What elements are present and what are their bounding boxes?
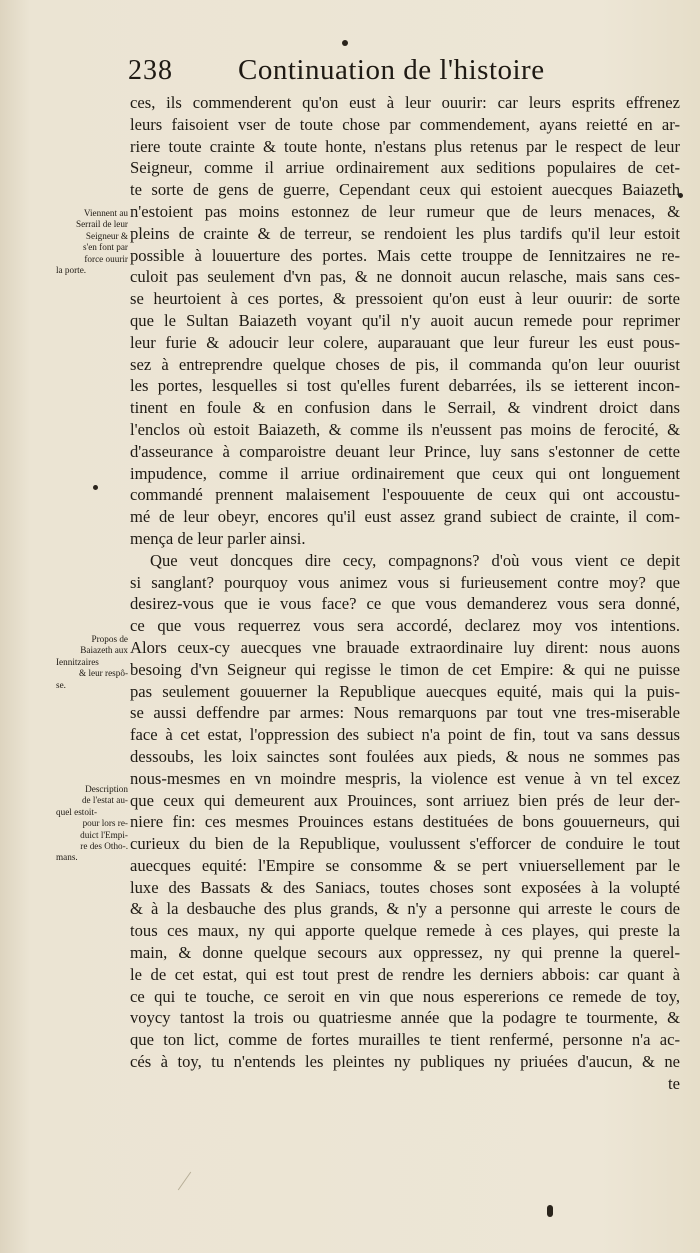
margin-note-3	[56, 784, 128, 864]
text-line: tous ces maux, ny qui apporte quelque remede à ces playes, qui preste la	[130, 921, 680, 941]
margin-note-line: quel estoit-	[56, 806, 98, 817]
text-line: que ton lict, comme de fortes murailles te tient renfermé, personne n'a ac-	[130, 1030, 680, 1050]
text-line: face à cet estat, l'oppression des subiect n'a point de fin, tout va sans dessus	[130, 725, 680, 745]
text-line: besoing d'vn Seigneur qui regisse le timon de cet Empire: & qui ne puisse	[130, 659, 680, 679]
text-line: d'asseurance à comparoistre deuant leur Prince, luy sans s'estonner de cette	[130, 441, 680, 461]
margin-note-2	[56, 634, 128, 691]
text-line: auecques equité: l'Empire se consomme & se pert vniuersellement par le	[130, 855, 680, 875]
text-line: pleins de crainte & de terreur, se rendoient les plus tardifs qu'il leur estoit	[130, 223, 680, 243]
text-line: impudence, comme il arriue ordinairement que ceux qui ont longuement	[130, 463, 680, 483]
margin-note-line: & leur respô-	[79, 668, 128, 679]
margin-note-line: pour lors re-	[82, 818, 128, 829]
text-line: le de cet estat, qui est tout prest de rendre les derniers abbois: car quant à	[130, 964, 680, 984]
text-line: niere fin: ces mesmes Prouinces estans destituées de bons gouuerneurs, qui	[130, 812, 680, 832]
text-line: tinent en foule & en confusion dans le Serrail, & vindrent droict dans	[130, 398, 680, 418]
text-line: se aussi deffendre par armes: Nous remarquons par tout vne tres-miserable	[130, 703, 680, 723]
text-line: l'enclos où estoit Baiazeth, & comme ils n'eussent pas moins de ferocité, &	[130, 419, 680, 439]
text-line: cés à toy, tu n'entends les pleintes ny publiques ny priuées d'aucun, & ne	[130, 1052, 680, 1072]
margin-note-line: s'en font par	[82, 242, 128, 253]
text-line: luxe des Bassats & des Saniacs, toutes choses sont exposées à la volupté	[130, 877, 680, 897]
text-line: Alors ceux-cy auecques vne brauade extraordinaire luy dirent: nous auons	[130, 637, 680, 657]
margin-note-line: la porte.	[56, 265, 87, 276]
text-line: commandé prennent malaisement l'espouuente de ceux qui ont accoustu-	[130, 485, 680, 505]
text-line: les portes, lesquelles si tost qu'elles furent debarrées, ils se ietterent incon-	[130, 376, 680, 396]
text-line: Que veut doncques dire cecy, compagnons? d'où vous vient ce depit	[150, 550, 680, 570]
text-line: possible à louuerture des portes. Mais cette trouppe de Iennitzaires ne re-	[130, 245, 680, 265]
margin-note-line: Seigneur &	[85, 230, 128, 241]
text-line: dessoubs, les loix sainctes sont foulées aux pieds, & nous ne sommes pas	[130, 746, 680, 766]
text-line: main, & donne quelque secours aux oppressez, ny qui prenne la querel-	[130, 943, 680, 963]
margin-note-line: Viennent au	[83, 208, 128, 218]
text-line: nous-mesmes en vn moindre mespris, la violence est venue à vn tel excez	[130, 768, 680, 788]
text-line: leur furie & adoucir leur colere, auparauant que leur fureur les eust pous-	[130, 332, 680, 352]
body-text	[130, 92, 680, 1095]
text-line: Seigneur, comme il arriue ordinairement aux seditions populaires de cet-	[130, 158, 680, 178]
ink-speck-top	[342, 40, 348, 46]
text-line: pas seulement gouuerner la Republique auecques equité, mais qui la puis-	[130, 681, 680, 701]
text-line: leurs faisoient vser de toute chose par commendement, ayans reietté en ar-	[130, 114, 680, 134]
margin-note-line: Baiazeth aux	[80, 645, 128, 656]
text-line: mença de leur parler ainsi.	[130, 528, 306, 548]
margin-note-line: Propos de	[91, 634, 128, 644]
text-line: sez à entreprendre quelque choses de pis, il commanda qu'on leur ouurist	[130, 354, 680, 374]
text-line: n'estoient pas moins estonnez de leur rumeur que de leurs menaces, &	[130, 201, 680, 221]
ink-speck-left	[93, 485, 98, 490]
text-line: & à la desbauche des plus grands, & n'y a personne qui arreste le cours de	[130, 899, 680, 919]
margin-note-line: mans.	[56, 852, 78, 863]
text-line: que ceux qui demeurent aux Prouinces, sont arriuez bien prés de leur der-	[130, 790, 680, 810]
margin-note-line: duict l'Empi-	[80, 829, 128, 840]
page-header	[128, 52, 548, 88]
page-number: 238	[128, 55, 173, 86]
text-line: desirez-vous que ie vous face? ce que vous demanderez vous sera donné,	[130, 594, 680, 614]
margin-note-line: force ouurir	[84, 253, 128, 264]
margin-note-line: re des Otho-.	[80, 841, 128, 852]
text-line: riere toute crainte & toute honte, n'estans plus retenus par le respect de leur	[130, 136, 680, 156]
text-line: ce qui te touche, ce seroit en vin que nous espererions ce remede de toy,	[130, 986, 680, 1006]
text-line: curieux du bien de la Republique, voulussent s'efforcer de conduire le tout	[130, 834, 680, 854]
text-line: si sanglant? pourquoy vous animez vous si furieusement contre moy? que	[130, 572, 680, 592]
catchword: te	[668, 1073, 680, 1093]
margin-note-line: Serrail de leur	[75, 219, 128, 230]
text-line: mé de leur obeyr, encores qu'il eust assez grand subiect de crainte, il com-	[130, 507, 680, 527]
text-line: ce que vous requerrez vous sera accordé, declarez moy vos intentions.	[130, 616, 680, 636]
margin-note-line: Description	[85, 784, 128, 794]
margin-note-1	[56, 208, 128, 276]
margin-note-line: se.	[56, 679, 66, 690]
margin-note-line: Iennitzaires	[56, 656, 99, 667]
text-line: te sorte de gens de guerre, Cependant ceux qui estoient auecques Baiazeth	[130, 180, 680, 200]
margin-note-line: de l'estat au-	[81, 795, 128, 806]
text-line: voycy tantost la trois ou quatriesme année que la podagre te tourmente, &	[130, 1008, 680, 1028]
text-line: se heurtoient à ces portes, & pressoient qu'on eust à leur ouurir: de sorte	[130, 289, 680, 309]
text-line: que le Sultan Baiazeth voyant qu'il n'y auoit aucun remede pour reprimer	[130, 310, 680, 330]
text-line: culoit pas seulement d'vn pas, & ne donnoit aucun relasche, mais sans ces-	[130, 267, 680, 287]
text-line: ces, ils commenderent qu'on eust à leur ouurir: car leurs esprits effrenez	[130, 93, 680, 112]
running-title: Continuation de l'histoire	[238, 54, 545, 86]
paper-crease-mark	[178, 1172, 191, 1191]
ink-speck-bottom	[547, 1205, 553, 1217]
